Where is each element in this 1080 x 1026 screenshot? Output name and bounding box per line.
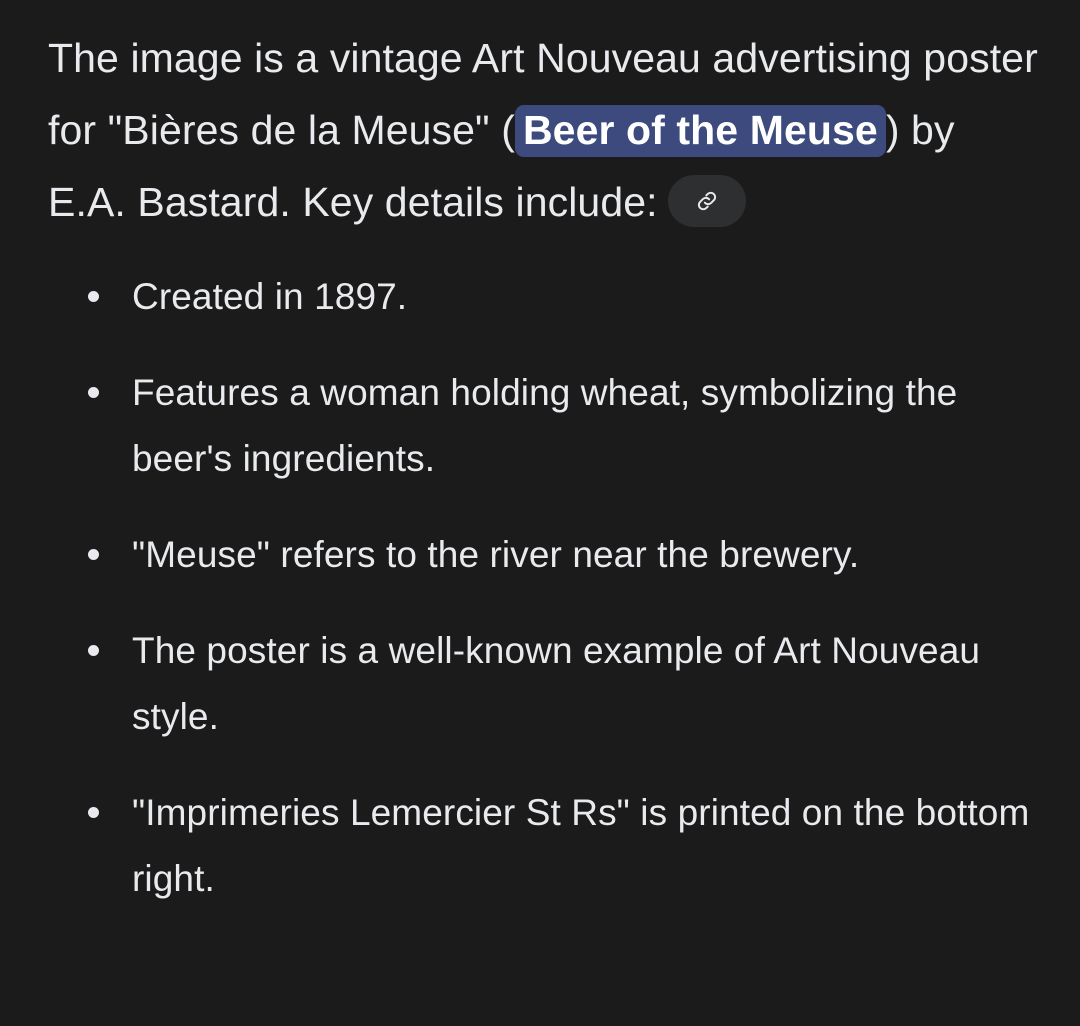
bullet-icon [88,807,99,818]
bullet-icon [88,291,99,302]
list-item-text: "Imprimeries Lemercier St Rs" is printed on the bottom right. [132,792,1030,899]
bullet-icon [88,549,99,560]
list-item [48,618,1040,750]
bullet-icon [88,387,99,398]
intro-text-before-highlight: The image is a vintage Art Nouveau advertising poster for "Bières de la Meuse" ( [48,35,1038,153]
highlighted-phrase[interactable]: Beer of the Meuse [515,105,886,157]
list-item-text: Created in 1897. [132,276,408,317]
answer-intro-paragraph [48,22,1040,238]
intro-text-after-highlight: ) by E.A. Bastard. Key details include: [48,107,955,225]
bullet-icon [88,645,99,656]
link-icon[interactable] [668,175,746,227]
list-item [48,522,1040,588]
list-item-text: Features a woman holding wheat, symbolizing the beer's ingredients. [132,372,958,479]
list-item [48,264,1040,330]
list-item [48,360,1040,492]
key-details-list [48,264,1040,912]
list-item-text: "Meuse" refers to the river near the brewery. [132,534,860,575]
list-item-text: The poster is a well-known example of Art Nouveau style. [132,630,981,737]
list-item [48,780,1040,912]
